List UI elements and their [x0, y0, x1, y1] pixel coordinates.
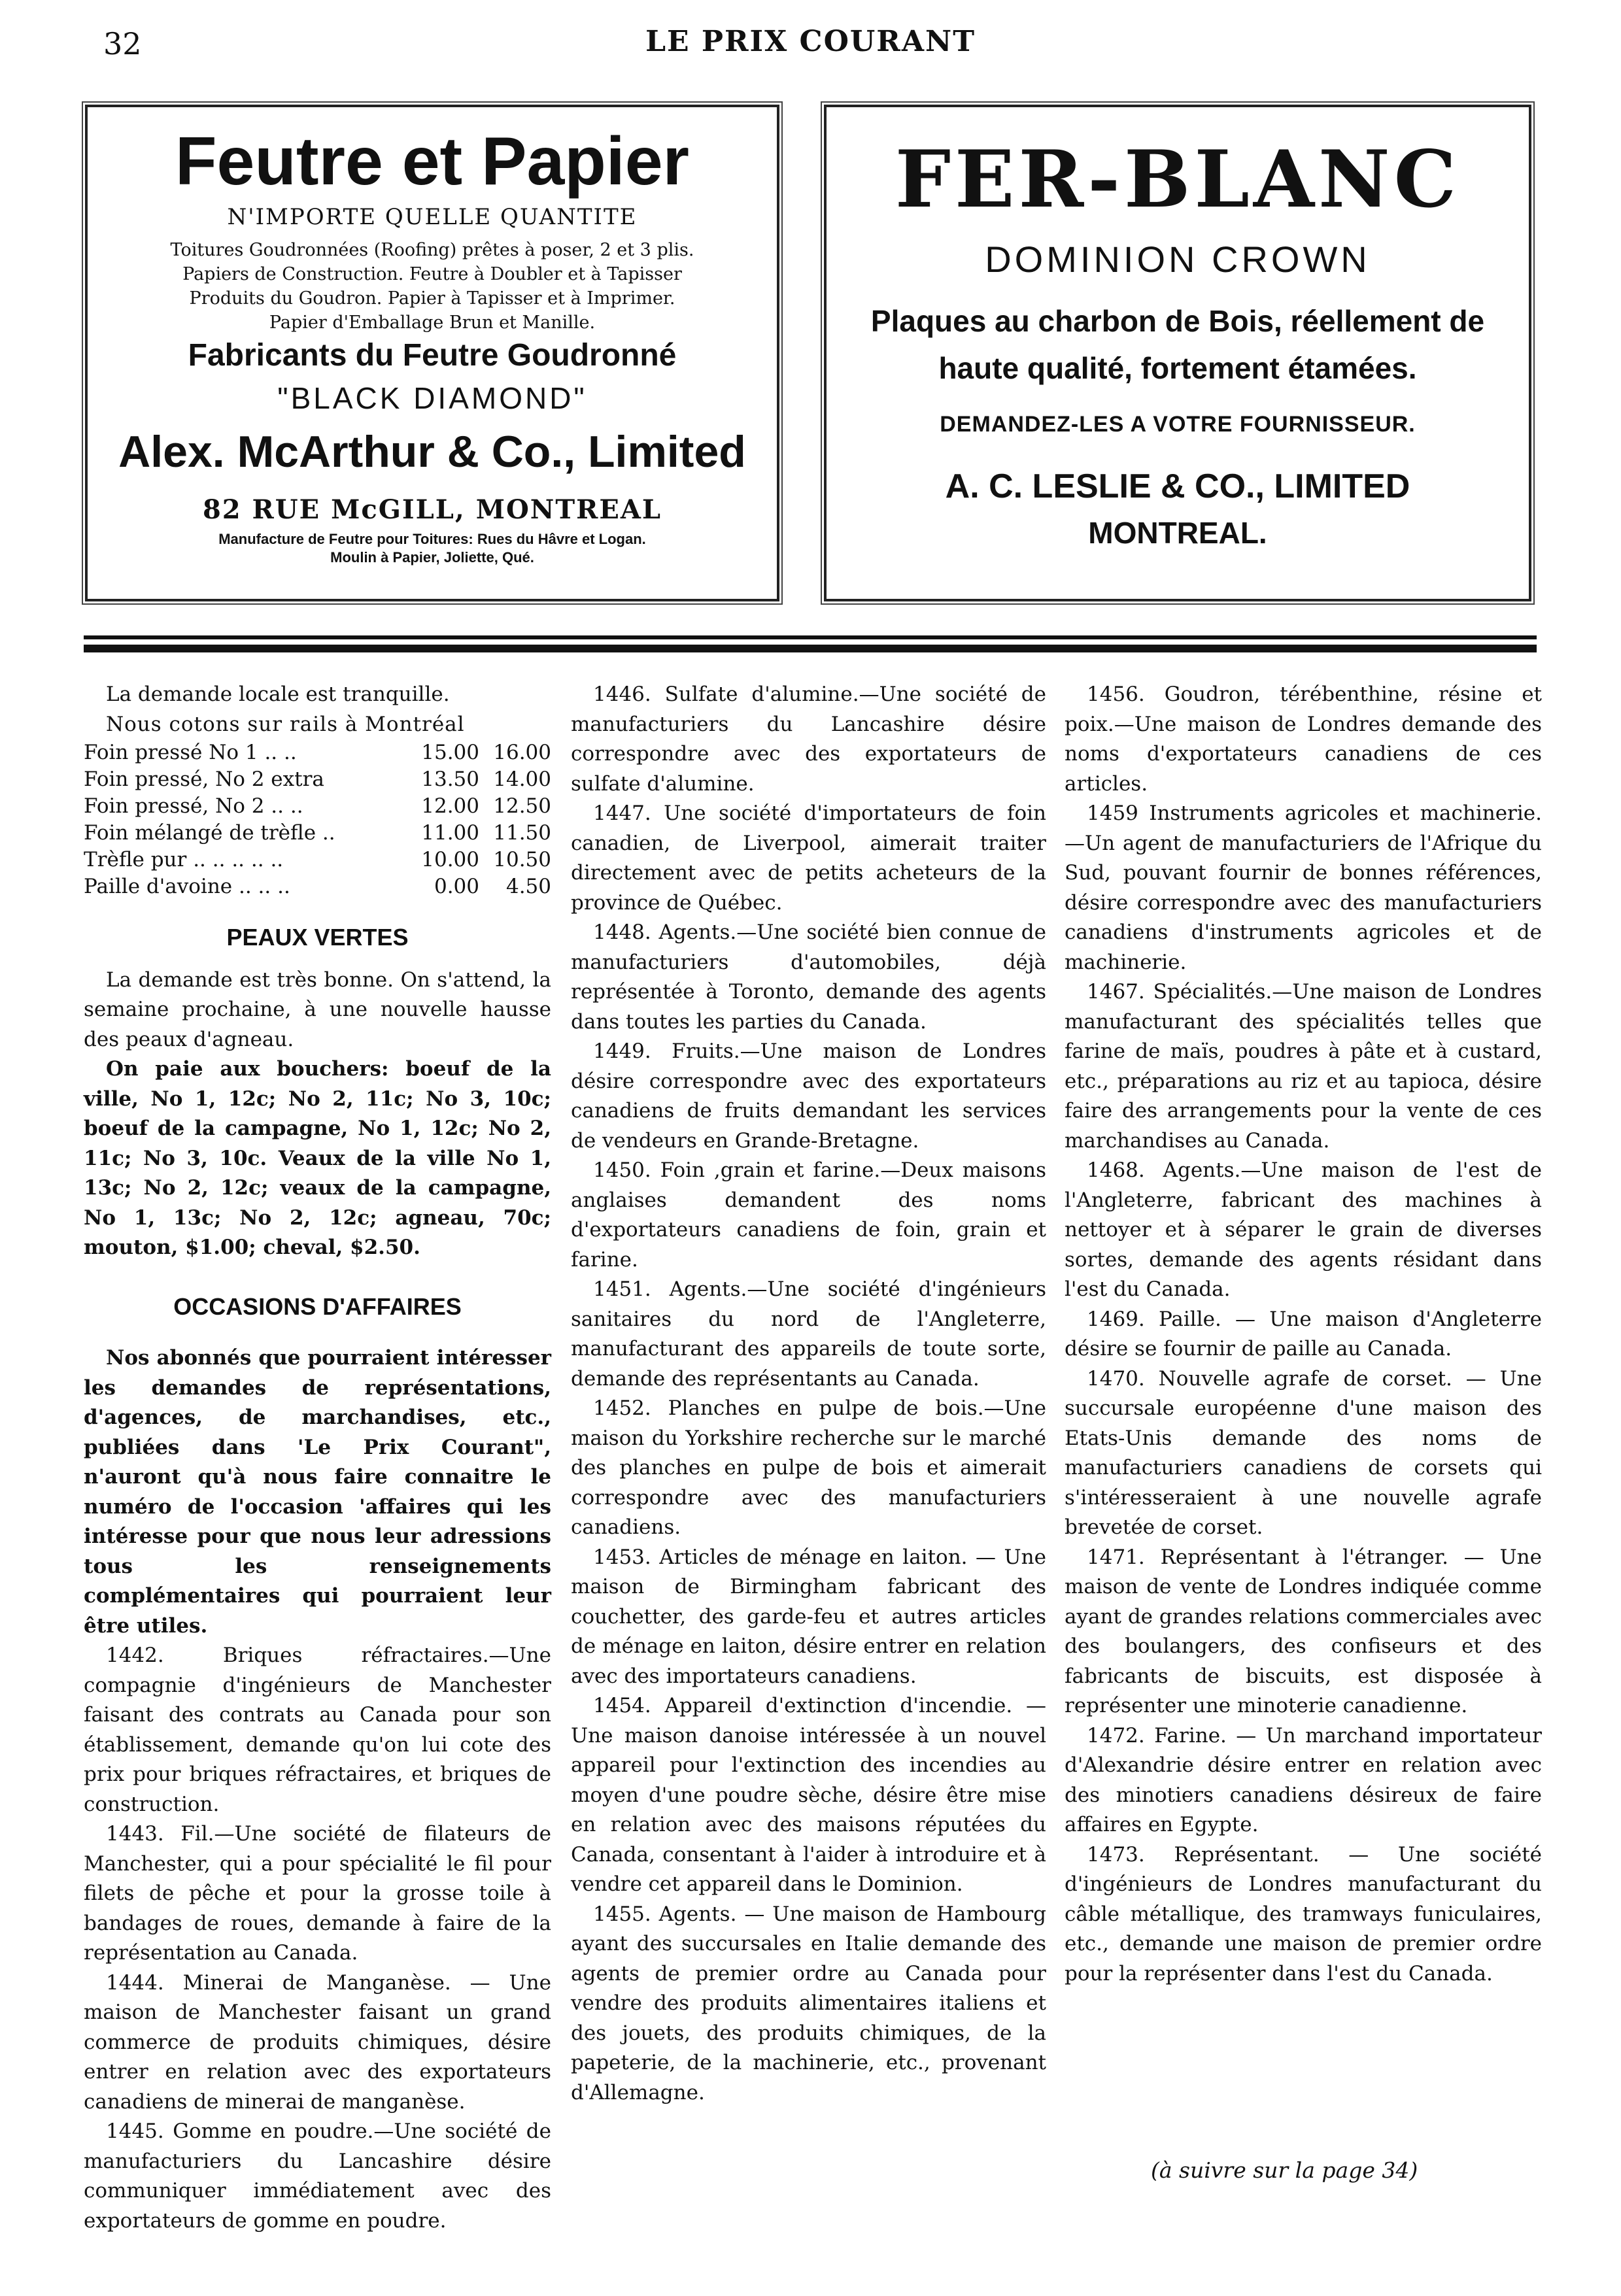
list-item: 1451. Agents.—Une société d'ingénieurs sanitaires du nord de l'Angleterre, manufacturant des appareils de toute sorte, demande des représentants au Canada. [571, 1277, 1046, 1391]
hay-price-low: 11.00 [421, 821, 479, 845]
advert-company: Alex. McArthur & Co., Limited [118, 427, 746, 477]
paragraph: On paie aux bouchers: boeuf de la ville, No 1, 12c; No 2, 11c; No 3, 10c; boeuf de la campagne, No 1, 12c; No 2, 11c; No 3, 10c. Veaux de la ville No 1, 13c; No 2, 12c; veaux de la campagne, No 1, 13c; No 2, 12c; agneau, 70c; mouton, $1.00; cheval, $2.50. [84, 1057, 551, 1259]
hay-name: Trèfle pur .. .. .. .. .. [84, 848, 284, 871]
advert-line: Produits du Goudron. Papier à Tapisser et à Imprimer. [189, 288, 675, 309]
advert-description: haute qualité, fortement étamées. [938, 351, 1417, 385]
advert-description [88, 238, 777, 335]
advert-title: FER-BLANC [895, 133, 1461, 226]
list-item: 1459 Instruments agricoles et machinerie.—Un agent de manufacturiers de l'Afrique du Sud, pouvant fournir de bonnes références, désire correspondre avec des manufacturiers canadiens d'instruments agricoles et de machinerie. [1065, 802, 1542, 974]
hay-price-high: 10.50 [493, 848, 551, 871]
hay-price-high: 16.00 [493, 741, 551, 764]
advert-address: 82 RUE McGILL, MONTREAL [202, 494, 662, 525]
list-item: 1467. Spécialités.—Une maison de Londres manufacturant des spécialités telles que farine de maïs, poudres à pâte et à custard, etc., préparations au riz et au tapioca, désire faire des arrangements pour la vente de ces marchandises au Canada. [1065, 980, 1542, 1153]
hay-name: Foin pressé, No 2 .. .. [84, 794, 303, 818]
advert-feutre-papier [85, 105, 779, 601]
list-item: 1456. Goudron, térébenthine, résine et poix.—Une maison de Londres demande des noms d'exportateurs canadiens de ces articles. [1065, 683, 1542, 796]
hay-name: Foin mélangé de trèfle .. [84, 821, 335, 845]
advert-city: MONTREAL. [1088, 516, 1267, 550]
column-2 [571, 680, 1046, 2108]
advert-title: Feutre et Papier [175, 124, 690, 199]
list-item: 1471. Représentant à l'étranger. — Une maison de vente de Londres indiquée comme ayant de grandes relations commerciales avec des boulangers, des confiseurs et des fabricants de biscuits, est disposée à représenter une minoterie canadienne. [1065, 1545, 1542, 1717]
table-row [84, 766, 551, 793]
table-row [84, 847, 551, 873]
advert-factory-line: Manufacture de Feutre pour Toitures: Rues du Hâvre et Logan. [218, 531, 646, 547]
list-item: 1452. Planches en pulpe de bois.—Une maison du Yorkshire recherche sur le marché des planches en pulpe de bois et aimerait correspondre avec des manufacturiers canadiens. [571, 1396, 1046, 1539]
list-item: 1448. Agents.—Une société bien connue de manufacturiers d'automobiles, déjà représentée à Toronto, demande des agents dans toutes les parties du Canada. [571, 920, 1046, 1034]
advert-description: Plaques au charbon de Bois, réellement de [870, 304, 1485, 338]
list-item: 1446. Sulfate d'alumine.—Une société de manufacturiers du Lancashire désire correspondre avec des exportateurs de sulfate d'alumine. [571, 683, 1046, 796]
hay-price-high: 4.50 [505, 875, 551, 898]
hay-name: Foin pressé No 1 .. .. [84, 741, 297, 764]
list-item: 1470. Nouvelle agrafe de corset. — Une succursale européenne d'une maison des Etats-Unis demande des noms de manufacturiers canadiens de corsets qui s'intéresseraient à une nouvelle agrafe brevetée de corset. [1065, 1366, 1542, 1539]
hay-price-low: 15.00 [421, 741, 479, 764]
table-row [84, 739, 551, 766]
advert-subtitle: N'IMPORTE QUELLE QUANTITE [227, 204, 638, 230]
hay-price-high: 14.00 [493, 768, 551, 791]
list-item: 1450. Foin ,grain et farine.—Deux maisons anglaises demandent des noms d'exportateurs canadiens de foin, grain et farine. [571, 1158, 1046, 1272]
advert-subtitle: DOMINION CROWN [985, 239, 1371, 280]
advert-line: Papiers de Construction. Feutre à Doubler et à Tapisser [182, 264, 682, 284]
hay-intro: La demande locale est tranquille. [106, 683, 450, 706]
advert-line: Toitures Goudronnées (Roofing) prêtes à poser, 2 et 3 plis. [170, 240, 694, 260]
table-row [84, 873, 551, 900]
table-row [84, 820, 551, 847]
advert-line: Papier d'Emballage Brun et Manille. [269, 312, 596, 333]
advert-fabricants: Fabricants du Feutre Goudronné [188, 338, 677, 373]
hay-price-low: 13.50 [421, 768, 479, 791]
list-item: 1442. Briques réfractaires.—Une compagnie d'ingénieurs de Manchester faisant des contrats au Canada pour son établissement, demande qu'on lui cote des prix pour briques réfractaires, et briques de construction. [84, 1644, 551, 1816]
list-item: 1468. Agents.—Une maison de l'est de l'Angleterre, fabricant des machines à nettoyer et à séparer le grain de diverses sortes, demande des agents résidant dans l'est du Canada. [1065, 1158, 1542, 1301]
paragraph: Nos abonnés que pourraient intéresser les demandes de représentations, d'agences, de marchandises, etc., publiées dans 'Le Prix Courant", n'auront qu'à nous faire connaitre le numéro de l'occasion 'affaires qui les intéresse pour que nous leur adressions tous les renseignements complémentaires qui pourraient leur être utiles. [84, 1346, 551, 1638]
advert-brand: "BLACK DIAMOND" [277, 381, 587, 415]
hay-name: Paille d'avoine .. .. .. [84, 875, 290, 898]
list-item: 1469. Paille. — Une maison d'Angleterre désire se fournir de paille au Canada. [1065, 1307, 1542, 1360]
list-item: 1443. Fil.—Une société de filateurs de Manchester, qui a pour spécialité le fil pour filets de pêche et pour la grosse toile à bandages de roues, demande à faire de la représentation au Canada. [84, 1822, 551, 1965]
hay-price-table [84, 739, 551, 900]
list-item: 1449. Fruits.—Une maison de Londres désire correspondre avec des exportateurs canadiens de fruits demandant les services de vendeurs en Grande-Bretagne. [571, 1039, 1046, 1153]
hay-price-low: 12.00 [421, 794, 479, 818]
list-item: 1454. Appareil d'extinction d'incendie. —Une maison danoise intéressée à un nouvel appareil pour l'extinction des incendies au moyen d'une poudre sèche, désire être mise en relation avec des maisons réputées du Canada, consentant à l'aider à introduire et à vendre cet appareil dans le Dominion. [571, 1694, 1046, 1896]
section-heading-occasions: OCCASIONS D'AFFAIRES [173, 1292, 462, 1320]
advert-factory-line: Moulin à Papier, Joliette, Qué. [330, 549, 534, 566]
list-item: 1445. Gomme en poudre.—Une société de manufacturiers du Lancashire désire communiquer immédiatement avec des exportateurs de gomme en poudre. [84, 2119, 551, 2233]
page-number: 32 [103, 26, 142, 61]
continued-note: (à suivre sur la page 34) [1151, 2157, 1418, 2183]
list-item: 1447. Une société d'importateurs de foin canadien, de Liverpool, aimerait traiter directement avec de petits acheteurs de la province de Québec. [571, 802, 1046, 915]
table-row [84, 793, 551, 820]
list-item: 1473. Représentant. — Une société d'ingénieurs de Londres manufacturant du câble métallique, des tramways funiculaires, etc., demande une maison de premier ordre pour la représenter dans l'est du Canada. [1065, 1842, 1542, 1985]
list-item: 1444. Minerai de Manganèse. — Une maison de Manchester faisant un grand commerce de produits chimiques, désire entrer en relation avec des exportateurs canadiens de minerai de manganèse. [84, 1970, 551, 2114]
section-heading-peaux: PEAUX VERTES [226, 924, 409, 951]
divider-rule [84, 645, 1537, 652]
hay-price-high: 12.50 [493, 794, 551, 818]
list-item: 1472. Farine. — Un marchand importateur d'Alexandrie désire entrer en relation avec des minotiers canadiens désireux de faire affaires en Egypte. [1065, 1723, 1542, 1836]
column-1 [84, 680, 551, 2236]
hay-price-high: 11.50 [493, 821, 551, 845]
list-item: 1455. Agents. — Une maison de Hambourg ayant des succursales en Italie demande des agents de premier ordre au Canada pour vendre des produits alimentaires italiens et des jouets, des produits chimiques, de la papeterie, de la machinerie, etc., provenant d'Allemagne. [571, 1902, 1046, 2104]
hay-price-low: 0.00 [434, 875, 479, 898]
advert-company: A. C. LESLIE & CO., LIMITED [945, 467, 1410, 505]
advert-demand: DEMANDEZ-LES A VOTRE FOURNISSEUR. [940, 412, 1416, 437]
list-item: 1453. Articles de ménage en laiton. — Une maison de Birmingham fabricant des couchetter, des garde-feu et autres articles de ménage en laiton, désire entrer en relation avec des importateurs canadiens. [571, 1545, 1046, 1688]
advert-fer-blanc [824, 105, 1531, 601]
hay-price-low: 10.00 [421, 848, 479, 871]
divider-rule [84, 635, 1537, 639]
hay-name: Foin pressé, No 2 extra [84, 768, 324, 791]
column-3 [1065, 680, 1542, 1989]
paragraph: La demande est très bonne. On s'attend, la semaine prochaine, à une nouvelle hausse des peaux d'agneau. [84, 968, 551, 1051]
page-title: LE PRIX COURANT [645, 25, 976, 58]
hay-intro: Nous cotons sur rails à Montréal [106, 712, 465, 736]
